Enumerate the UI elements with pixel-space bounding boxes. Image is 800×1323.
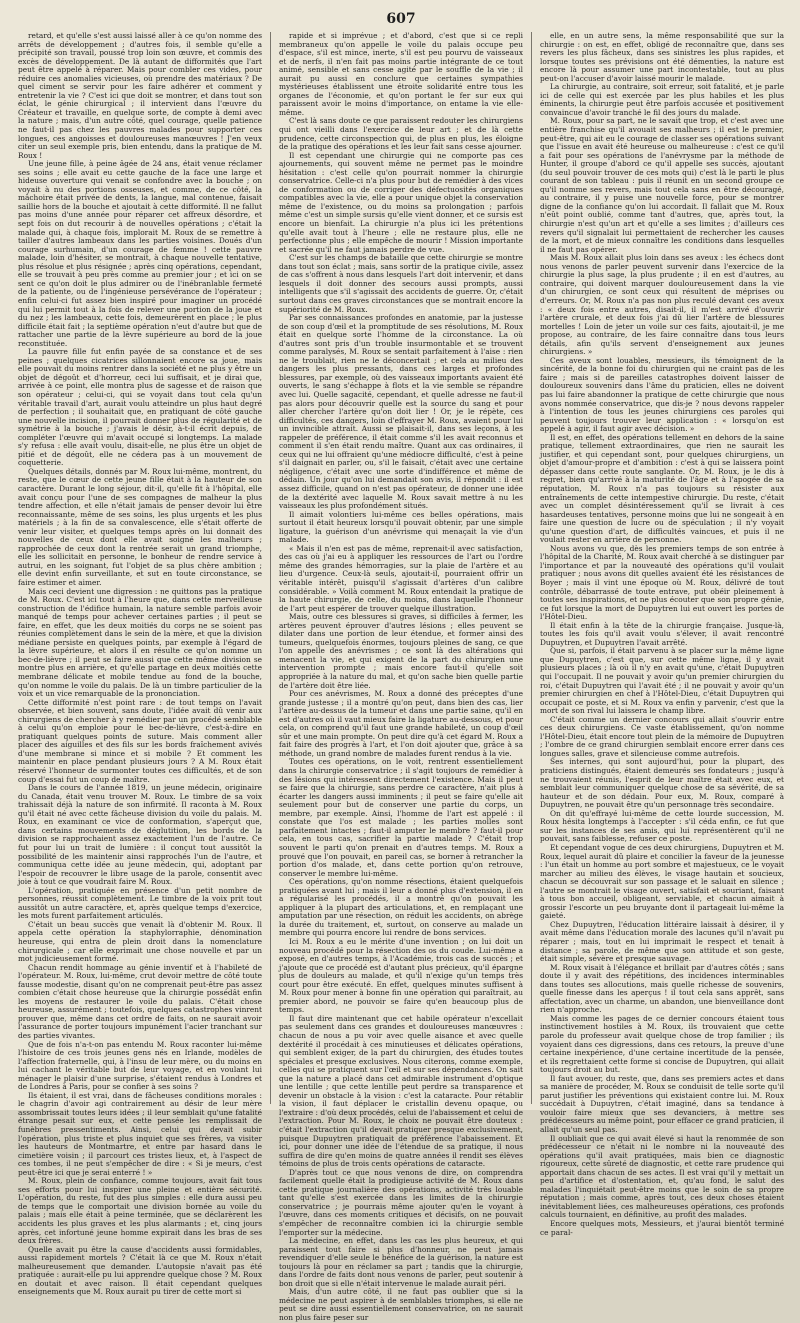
- paragraph: On dit qu'effrayé lui-même de cette lourde succession, M. Roux hésita longtemps à l'accepter : s'il céda enfin, ce fut que sur les instances de ses amis, qui lui représentèrent qu'il ne pouvait, sans faiblesse, refuser ce poste.: [540, 808, 784, 844]
- paragraph: Il est, en effet, des opérations tellement en dehors de la saine pratique, tellement extraordinaires, que rien ne saurait les justifier, et qui cependant sont, pour quelques chirurgiens, un objet d'amour-propre et d'ambition : c'est à qui se laissera point dépasser dans cette route sanglante. Or, M. Roux, je le dis à regret, bien qu'arrivé à la maturité de l'âge et à l'apogée de sa réputation, M. Roux n'a pas toujours su résister aux entraînements de cette intempestive chirurgie. Du reste, c'était avec un complet désintéressement qu'il se livrait à ces hasardeuses tentatives, personne moins que lui ne songeait à en faire une question de lucre ou de spéculation ; il n'y voyait qu'une question d'art, de difficultés vaincues, et puis il ne voulait rester en arrière de personne.: [540, 432, 784, 545]
- column-2: [279, 31, 523, 1323]
- paragraph: D'après tout ce que nous venons de dire, on comprendra facilement quelle était la prodigieuse activité de M. Roux dans cette pratique journalière des opérations, activité très louable tant qu'elle s'est exercée dans les limites de la chirurgie conservatrice ; je pourrais même ajouter qu'en le voyant à l'œuvre, dans ces moments critiques et décisifs, on ne pouvait s'empêcher de reconnaître combien ici la chirurgie semble l'emporter sur la médecine.: [279, 1167, 523, 1237]
- paragraph: elle, en un autre sens, la même responsabilité que sur la chirurgie : on est, en effet, obligé de reconnaître que, dans ses revers les plus fâcheux, dans ses sinistres les plus rapides, et lorsque toutes ses prévisions ont été démenties, la nature est encore là pour assumer une part incontestable, tout au plus peut-on l'accuser d'avoir laissé mourir le malade.: [540, 31, 784, 83]
- paragraph: Par ses connaissances profondes en anatomie, par la justesse de son coup d'œil et la promptitude de ses résolutions, M. Roux était en quelque sorte l'homme de la circonstance. La où d'autres sont pris d'un trouble insurmontable et se trouvent comme paralysés, M. Roux se sentait parfaitement à l'aise : rien ne le troublait, rien ne le déconcertait ; et cela au milieu des dangers les plus pressants, dans ces larges et profondes blessures, par exemple, où des vaisseaux importants avaient été ouverts, le sang s'échappe à flots et la vie semble se répandre avec lui. Quelle sagacité, cependant, et quelle adresse ne faut-il pas alors pour découvrir quelle est la source du sang et pour aller chercher l'artère qu'on doit lier ! Or, je le répète, ces difficultés, ces dangers, loin d'effrayer M. Roux, avaient pour lui un invincible attrait. Aussi se plaisait-il, dans ses leçons, à les rappeler de préférence, il était comme s'il les avait reconnus et comment il s'en était rendu maître. Quant aux cas ordinaires, il ceux qui ne lui offraient qu'une médiocre difficulté, c'est à peine s'il daignait en parler, ou, s'il le faisait, c'était avec une certaine négligence, c'était avec une sorte d'indifférence et même de dédain. Un jour qu'on lui demandait son avis, il répondit : il est assez difficile, quand on n'est pas opérateur, de donner une idée de la dextérité avec laquelle M. Roux savait mettre à nu les vaisseaux les plus profondément situés.: [279, 313, 523, 511]
- paragraph: C'était un beau succès que venait là d'obtenir M. Roux. Il appela cette opération la staphylorraphie, dénomination heureuse, qui entra de plein droit dans la nomenclature chirurgicale ; car elle exprimait une chose nouvelle et par un mot judicieusement formé.: [18, 919, 262, 964]
- paragraph: Mais, d'un autre côté, il ne faut pas oublier que si la médecine ne peut aspirer à de semblables triomphes, si elle ne peut se dire aussi essentiellement conservatrice, on ne saurait non plus faire peser sur: [279, 1287, 523, 1323]
- paragraph: M. Roux visait à l'élégance et brillait par d'autres côtés ; sans doute il y avait des répétitions, des incidences interminables dans toutes ses allocutions, mais quelle richesse de souvenirs, quelle finesse dans les aperçus ! il tout cela sans apprêt, sans affectation, avec un charme, un abandon, une bienveillance dont rien n'approche.: [540, 962, 784, 1015]
- paragraph: Quelle avait pu être la cause d'accidents aussi formidables, aussi rapidement mortels ? C'était là ce que M. Roux n'était malheureusement que demander. L'autopsie n'avait pas été pratiquée : aurait-elle pu lui apprendre quelque chose ? M. Roux en doutait et avec raison. Il était cependant quelques enseignements que M. Roux aurait pu tirer de cette mort si: [18, 1244, 262, 1297]
- paragraph: Chacun rendit hommage au génie inventif et à l'habileté de l'opérateur. M. Roux, lui-même, crut devoir mettre de côté toute fausse modestie, disant qu'on ne comprenait peut-être pas assez combien c'était chose heureuse que la chirurgie possédât enfin les moyens de restaurer le voile du palais. C'était chose heureuse, assurément ; toutefois, quelques catastrophes vinrent prouver que, même dans cet ordre de faits, on ne saurait avoir l'assurance de porter toujours impunément l'acier tranchant sur des parties vivantes.: [18, 962, 262, 1040]
- paragraph: Toutes ces opérations, on le voit, rentrent essentiellement dans la chirurgie conservatrice ; il s'agit toujours de remédier à des lésions qui intéressent directement l'existence. Mais il peut se faire que la chirurgie, sans perdre ce caractère, n'ait plus à écarter les dangers aussi imminents ; il peut se faire qu'elle ait seulement pour but de conserver une partie du corps, un membre, par exemple. Ainsi, l'homme de l'art est appelé : il constate que l'os est malade ; les parties molles sont parfaitement intactes ; faut-il amputer le membre ? faut-il pour cela, en tous cas, sacrifier la partie malade ? C'était trop souvent le parti qu'on prenait en d'autres temps. M. Roux a prouvé que l'on pouvait, en pareil cas, se borner à retrancher la portion d'os malade, et, dans cette portion qu'on retrouve, conserver le membre lui-même.: [279, 757, 523, 878]
- column-divider: [531, 32, 532, 1104]
- column-3: [540, 31, 784, 1237]
- paragraph: Ici M. Roux a eu le mérite d'une invention ; on lui doit un nouveau procédé pour la résection des os du coude. Lui-même a exposé, en d'autres temps, à l'Académie, trois cas de succès ; et j'ajoute que ce procédé est d'autant plus précieux, qu'il épargne plus de douleurs au malade, et qu'il n'exige qu'un temps très court pour être exécuté. En effet, quelques minutes suffisent à M. Roux pour mener à bonne fin une opération qui paraîtrait, au premier abord, ne pouvoir se faire qu'en beaucoup plus de temps.: [279, 936, 523, 1015]
- paragraph: Que de fois n'a-t-on pas entendu M. Roux raconter lui-même l'histoire de ces trois jeunes gens nés en Irlande, modèles de l'affection fraternelle, qui, à l'insu de leur mère, ou du moins en lui cachant le véritable but de leur voyage, et en voulant lui ménager le plaisir d'une surprise, s'étaient rendus à Londres et de Londres à Paris, pour se confier à ses soins ?: [18, 1039, 262, 1092]
- paragraph: rapide et si imprévue ; et d'abord, c'est que si ce repli membraneux qu'on appelle le voile du palais occupe peu d'espace, s'il est mince, inerte, s'il est peu pourvu de vaisseaux et de nerfs, il n'en fait pas moins partie intégrante de ce tout animé, sensible et sans cesse agité par le souffle de la vie ; il aurait pu aussi en conclure que certaines sympathies mystérieuses établissent une étroite solidarité entre tous les organes de l'économie, et qu'on portant le fer sur eux qui paraissent avoir le moins d'importance, on entame la vie elle-même.: [279, 31, 523, 117]
- paragraph: Que si, parfois, il était parvenu à se placer sur la même ligne que Dupuytren, c'est que, sur cette même ligne, il y avait plusieurs places ; là où il n'y en avait qu'une, c'était Dupuytren qui l'occupait. Il ne pouvait y avoir qu'un premier chirurgien du roi, c'était Dupuytren qui l'avait été ; il ne pouvait y avoir qu'un premier chirurgien en chef à l'Hôtel-Dieu, c'était Dupuytren qui occupait ce poste, et si M. Roux va enfin y parvenir, c'est que la mort de son rival lui laissera le champ libre.: [540, 646, 784, 716]
- paragraph: C'est là sans doute ce que paraissent redouter les chirurgiens qui ont vieilli dans l'exercice de leur art ; et de là cette prudence, cette circonspection qui, de plus en plus, les éloigne de la pratique des opérations et les leur fait sans cesse ajourner.: [279, 116, 523, 152]
- paragraph: M. Roux, pour sa part, ne le savait que trop, et c'est avec une entière franchise qu'il avouait ses malheurs ; il est le premier, peut-être, qui ait eu le courage de classer ses opérations suivant que l'issue en avait été heureuse ou malheureuse : c'est ce qu'il a fait pour ses opérations de l'anévrysme par la méthode de Hunter, il groupe d'abord ce qu'il appelle ses succès, ajoutant (du seul pouvoir trouver de ces mots qui) c'est là le parti le plus courant de son tableau : puis il réunit en un second groupe ce qu'il nomme ses revers, mais tout cela sans en être découragé, au contraire, il y puise une nouvelle force, pour se montrer digne de la confiance qu'on lui accordait. Il fallait que M. Roux n'eût point oublié, comme tant d'autres, que, après tout, la chirurgie n'est qu'un art et qu'elle a ses limites ; d'ailleurs ces revers qu'il signalait lui permettaient de rechercher les causes de la mort, et de mieux connaître les conditions dans lesquelles il ne faut pas opérer.: [540, 116, 784, 254]
- paragraph: Il faut avouer, du reste, que, dans ses premiers actes et dans sa manière de procéder, M. Roux se conduisit de telle sorte qu'il parut justifier les préventions qui existaient contre lui. M. Roux succédait à Dupuytren, c'était imaginé, dans sa tendance à vouloir faire mieux que ses devanciers, à mettre ses prédécesseurs au même point, pour effacer ce grand praticien, il allait qu'un seul pas.: [540, 1073, 784, 1134]
- paragraph: Mais M. Roux allait plus loin dans ses aveux : les échecs dont nous venons de parler peuvent survenir dans l'exercice de la chirurgie la plus sage, la plus prudente ; il en est d'autres, au contraire, qui doivent marquer douloureusement dans la vie d'un chirurgien, ce sont ceux qui résultent de méprises ou d'erreurs. Or, M. Roux n'a pas non plus reculé devant ces aveux : « deux fois entre autres, disait-il, il m'est arrivé d'ouvrir l'artère crurale, et deux fois j'ai dû lier l'artère de blessures mortelles ! Loin de jeter un voile sur ces faits, ajoutait-il, je me propose, au contraire, de les faire connaître dans tous leurs détails, afin qu'ils servent d'enseignement aux jeunes chirurgiens. »: [540, 253, 784, 357]
- paragraph: Mais, outre ces blessures si graves, si difficiles à fermer, les artères peuvent éprouver d'autres lésions ; elles peuvent se dilater dans une portion de leur étendue, et former ainsi des tumeurs, quelquefois énormes, toujours pleines de sang, ce que l'on appelle des anévrismes ; ce sont là des altérations qui menacent la vie, et qui exigent de la part du chirurgien une intervention prompte ; mais encore faut-il qu'elle soit appropriée à la nature du mal, et qu'on sache bien quelle partie de l'artère doit être liée.: [279, 612, 523, 690]
- paragraph: C'est sur les champs de bataille que cette chirurgie se montre dans tout son éclat ; mais, sans sortir de la pratique civile, assez de cas s'offrent à nous dans lesquels l'art doit intervenir, et dans lesquels il doit donner des secours aussi prompts, aussi intelligents que s'il s'agissait des accidents de guerre. Or, c'était surtout dans ces graves circonstances que se montrait encore la supériorité de M. Roux.: [279, 253, 523, 314]
- paragraph: Dans le cours de l'année 1819, un jeune médecin, originaire du Canada, était venu trouver M. Roux. Le timbre de sa voix trahissait déjà la nature de son infirmité. Il raconta à M. Roux qu'il était né avec cette fâcheuse division du voile du palais. M. Roux, en examinant ce vice de conformation, s'aperçut que, dans certains mouvements de déglutition, les bords de la division se rapprochaient assez exactement l'un de l'autre. Ce fut pour lui un trait de lumière : il conçut tout aussitôt la possibilité de les maintenir ainsi rapprochés l'un de l'autre, et communiqua cette idée au jeune médecin, qui, adoptant par l'espoir de recouvrer le libre usage de la parole, consentit avec joie à tout ce que voudrait faire M. Roux.: [18, 783, 262, 887]
- paragraph: Encore quelques mots, Messieurs, et j'aurai bientôt terminé ce paral-: [540, 1219, 784, 1237]
- paragraph: La chirurgie, au contraire, soit erreur, soit fatalité, et je parle ici de celle qui est exercée par les plus habiles et les plus éminents, la chirurgie peut être parfois accusée et positivement convaincue d'avoir tranché le fil des jours du malade.: [540, 82, 784, 117]
- paragraph: La pauvre fille fut enfin payée de sa constance et de ses peines ; quelques cicatrices sillonnaient encore sa joue, mais elle pouvait du moins rentrer dans la société et ne plus y être un objet de dégoût et d'horreur, ceci lui suffisait, et je dirai que, arrivée à ce point, elle montra plus de sagesse et de raison que son opérateur ; celui-ci, qui se voyait dans tout cela qu'un véritable travail d'art, aurait voulu atteindre un plus haut degré de perfection ; il souhaitait que, en pratiquant de côté gauche une nouvelle incision, il pourrait donner plus de régularité et de symétrie à la bouche ; j'avais le désir, à-t-il écrit depuis, de compléter l'œuvre qui m'avait occupé si longtemps. La malade s'y refusa : elle avait voulu, disait-elle, ne plus être un objet de pitié et de dégoût, elle ne cédera pas à un mouvement de coquetterie.: [18, 347, 262, 468]
- paragraph: Ces opérations, qu'on nomme résections, étaient quelquefois pratiquées avant lui ; mais il leur a donné plus d'extension, il en a régularisé les procédés, il a montré qu'on pouvait les appliquer à la plupart des articulations, et, en remplaçant une amputation par une résection, on réduit les accidents, on abrège la durée du traitement, et, surtout, on conserve au malade un membre qui pourra encore lui rendre de bons services.: [279, 877, 523, 938]
- paragraph: La médecine, en effet, dans les cas les plus heureux, et qui paraissent tout faire si plus d'honneur, ne peut jamais revendiquer d'elle seule le bénéfice de la guérison, la nature est toujours là pour en réclamer sa part ; tandis que la chirurgie, dans l'ordre de faits dont nous venons de parler, peut soutenir à bon droit que si elle n'était intervenue le malade aurait péri.: [279, 1236, 523, 1288]
- paragraph: Chez Dupuytren, l'éducation littéraire laissait à désirer, il y avait même dans l'éducation morale des lacunes qu'il n'avait pu réparer ; mais, tout en lui imprimait le respect et tenait à distance ; sa parole, de même que son attitude et son geste, était simple, sévère et presque sauvage.: [540, 919, 784, 964]
- paragraph: L'opération, pratiquée en présence d'un petit nombre de personnes, réussit complètement. Le timbre de la voix prit tout aussitôt un autre caractère, et, après quelque temps d'exercice, les mots furent parfaitement articulés.: [18, 885, 262, 921]
- paragraph: Ces aveux sont louables, messieurs, ils témoignent de la sincérité, de la bonne foi du chirurgien qui ne craint pas de les faire ; mais si de pareilles catastrophes doivent laisser de douloureux souvenirs dans l'âme du praticien, elles ne doivent pas lui faire abandonner la pratique de cette chirurgie que nous avons nommée conservatrice, que dis-je ? nous devons rappeler à l'intention de tous les jeunes chirurgiens ces paroles qui peuvent toujours trouver leur application : « lorsqu'on est appelé à agir, il faut agir avec décision. »: [540, 355, 784, 434]
- paragraph: Il est cependant une chirurgie qui ne comporte pas ces ajournements, qui souvent même ne permet pas le moindre hésitation : c'est celle qu'on pourrait nommer la chirurgie conservatrice. Celle-ci n'a plus pour but de remédier à des vices de conformation ou de corriger des défectuosités organiques compatibles avec la vie, elle a pour unique objet la conservation même de l'existence, ou du moins sa prolongation ; parfois même c'est un simple sursis qu'elle vient donner, et ce sursis est encore un bienfait. La chirurgie n'a plus ici les prétentions qu'elle avait tout à l'heure ; elle ne restaure plus, elle ne perfectionne plus ; elle empêche de mourir ! Mission importante et sacrée qu'il ne faut jamais perdre de vue.: [279, 150, 523, 254]
- paragraph: M. Roux, plein de confiance, comme toujours, avait fait tous ses efforts pour lui inspirer une pleine et entière sécurité. L'opération, du reste, fut des plus simples : elle dura aussi peu de temps que le comportait une division bornée au voile du palais ; mais elle était à peine terminée, que se déclarèrent les accidents les plus graves et les plus alarmants ; et, cinq jours après, cet infortuné jeune homme expirait dans les bras de ses deux frères.: [18, 1176, 262, 1246]
- paragraph: Il faut dire maintenant que cet habile opérateur n'excellait pas seulement dans ces grandes et douloureuses manœuvres : chacun de nous a pu voir avec quelle aisance et avec quelle dextérité il procédait à ces minutieuses et délicates opérations, qui semblent exiger, de la part du chirurgien, des études toutes spéciales et presque exclusives. Nous citerons, comme exemple, celles qui se pratiquent sur l'œil et sur ses dépendances. On sait que la nature a placé dans cet admirable instrument d'optique une lentille ; que cette lentille peut perdre sa transparence et devenir un obstacle à la vision : c'est la cataracte. Pour rétablir la vision, il faut déplacer le cristallin devenu opaque, ou l'extraire : d'où deux procédés, celui de l'abaissement et celui de l'extraction. Pour M. Roux, le choix ne pouvait être douteux : c'était l'extraction qu'il devait pratiquer presque exclusivement, puisque Dupuytren pratiquait de préférence l'abaissement. Et ici, pour donner une idée de l'étendue de sa pratique, il nous suffira de dire qu'en moins de quatre années il rendit ses élèves témoins de plus de trois cents opérations de cataracte.: [279, 1013, 523, 1169]
- paragraph: Ils étaient, il est vrai, dans de fâcheuses conditions morales : le chagrin d'avoir agi contrairement au désir de leur mère assombrissait toutes leurs idées ; il leur semblait qu'une fatalité étrange pesait sur eux, et cette pensée les remplissait de funèbres pressentiments. Ainsi, celui qui devait subir l'opération, plus triste et plus inquiet que ses frères, va visiter les hauteurs de Montmartre, et entre par hasard dans le cimetière voisin ; il parcourt ces tristes lieux, et, à l'aspect de ces tombes, il ne peut s'empêcher de dire : « Si je meurs, c'est peut-être ici que je serai enterré ! »: [18, 1090, 262, 1177]
- paragraph: C'était comme un dernier concours qui allait s'ouvrir entre ces deux chirurgiens. Ce vaste établissement, qu'on nomme l'Hôtel-Dieu, était encore tout plein de la mémoire de Dupuytren ; l'ombre de ce grand chirurgien semblait encore errer dans ces longues salles, grave et silencieuse comme autrefois.: [540, 714, 784, 758]
- paragraph: Une jeune fille, à peine âgée de 24 ans, était venue réclamer ses soins ; elle avait eu cette gauche de la face une large et hideuse ouverture qui venait se confondre avec la bouche ; on voyait à nu des portions osseuses, et comme, de ce côté, la mâchoire était privée de dents, la langue, mal contenue, faisait saillie hors de la bouche et ajoutait à cette difformité. Il ne fallut pas moins d'une année pour réparer cet affreux désordre, et sept fois on dut recourir à de nouvelles opérations ; c'était la malade qui, à chaque fois, implorait M. Roux de se remettre à tailler d'autres lambeaux dans les parties voisines. Doués d'un courage surhumain, d'un courage de femme ! cette pauvre malade, loin d'hésiter, se montrait, à chaque nouvelle tentative, plus résolue et plus résignée ; après cinq opérations, cependant, elle se trouvait à peu près comme au premier jour ; et ici on se sent ce qu'on doit le plus admirer ou de l'inébranlable fermeté de la patiente, ou de l'ingénieuse persévérance de l'opérateur ; enfin celui-ci fut assez bien inspiré pour imaginer un procédé qui lui permit tout à la fois de relever une portion de la joue et du nez ; les lambeaux, cette fois, demeurèrent en place ; le plus difficile était fait ; la septième opération n'eut d'autre but que de rattacher une partie de la lèvre supérieure au bord de la joue reconstituée.: [18, 159, 262, 348]
- column-1: [18, 31, 262, 1297]
- paragraph: Cette difformité n'est point rare : de tout temps on l'avait observée, et bien souvent, sans doute, l'idée avait dû venir aux chirurgiens de chercher à y remédier par un procédé semblable à celui qu'on emploie pour le bec-de-lièvre, c'est-à-dire en pratiquant quelques points de suture. Mais comment aller placer des aiguilles et des fils sur les bords fraîchement avivés d'une membrane si mince et si mobile ? Et comment les maintenir en place pendant plusieurs jours ? A M. Roux était réservé l'honneur de surmonter toutes ces difficultés, et de son coup d'essai fut un coup de maître.: [18, 697, 262, 784]
- column-divider: [270, 32, 271, 1104]
- paragraph: Ses internes, qui sont aujourd'hui, pour la plupart, des praticiens distingués, étaient demeurés ses fondateurs ; jusqu'à ne trouvaient réunis, l'esprit de leur maître était avec eux, et semblait leur communiquer quelque chose de sa sévérité, de sa hauteur et de son dédain. Pour eux, M. Roux, comparé à Dupuytren, ne pouvait être qu'un personnage très secondaire.: [540, 757, 784, 810]
- paragraph: Il oubliait que ce qui avait élevé si haut la renommée de son prédécesseur ce n'était ni le nombre ni la nouveauté des opérations qu'il avait pratiquées, mais bien ce diagnostic rigoureux, cette sûreté de diagnostic, et cette rare prudence qui apportait dans chacun de ses actes. Il est vrai qu'il y mettait un peu d'artifice et d'ostentation, et, qu'au fond, le salut des malades l'inquiétait peut-être moins que le soin de sa propre réputation ; mais comme, après tout, ces deux choses étaient inévitablement liées, ces malheureuses opérations, ces profonds calculs tournaient, en définitive, au profit des malades.: [540, 1133, 784, 1220]
- paragraph: Quelques détails, donnés par M. Roux lui-même, montrent, du reste, que le cœur de cette jeune fille était à la hauteur de son caractère. Durant le long séjour, dit-il, qu'elle fit à l'hôpital, elle avait conçu pour l'une de ses compagnes de malheur la plus tendre affection, et elle n'était jamais de penser devoir lui être reconnaissante, même de ses soins, les plus urgents et les plus matériels ; à la fin de sa convalescence, elle s'était offerte de venir leur visiter, et quelques temps après on lui donnait des nouvelles de ceux dont elle avait soigné les malheurs ; rapprochée de ceux dont la rentrée serait un grand triomphe, elle les sollicitait en personne, le bonheur de rendre service à autrui, en les soignant, fut l'objet de sa plus chère ambition ; elle devint enfin surveillante, et sut en toute circonstance, se faire estimer et aimer.: [18, 466, 262, 587]
- paragraph: Mais comme les pages de ce dernier concours étaient tous instinctivement hostiles à M. Roux, ils trouvaient que cette parole du professeur avait quelque chose de trop familier ; ils voyaient dans ces digressions, dans ces retours, la preuve d'une certaine inexpérience, d'une certaine incertitude de la pensée, et ils regrettaient cette forme si concise de Dupuytren, qui allait toujours droit au but.: [540, 1013, 784, 1075]
- paragraph: Pour ces anévrismes, M. Roux a donné des préceptes d'une grande justesse ; il a montré qu'on peut, dans bien des cas, lier l'artère au-dessus de la tumeur et dans une partie saine, qu'il en est d'autres où il vaut mieux faire la ligature au-dessous, et pour cela, on comprend qu'il faut une grande habileté, un coup d'œil sûr et une main prompte. On peut dire qu'à cet égard M. Roux a fait faire des progrès à l'art, et l'on doit ajouter que, grâce à sa méthode, un grand nombre de malades furent rendus à la vie.: [279, 689, 523, 758]
- paragraph: « Mais il n'en est pas de même, reprenait-il avec satisfaction, des cas où j'ai eu à appliquer les ressources de l'art ou l'ordre même des grandes hémorragies, sur la plaie de l'artère et au lieu d'urgence. Ceux-là seuls, ajoutait-il, pourraient offrir un véritable intérêt, puisqu'il s'agissait d'artères d'un calibre considérable. » Voilà comment M. Roux entendait la pratique de la haute chirurgie, de celle, du moins, dans laquelle l'honneur de l'art peut espérer de trouver quelque illustration.: [279, 543, 523, 613]
- paragraph: Il était enfin à la tête de la chirurgie française. Jusque-là, toutes les fois qu'il avait voulu s'élever, il avait rencontré Dupuytren, et Dupuytren l'avait arrêté.: [540, 620, 784, 647]
- text-columns: [18, 31, 784, 1323]
- paragraph: Nous avons vu que, dès les premiers temps de son entrée à l'hôpital de la Charité, M. Roux avait cherché à se distinguer par l'importance et par la nouveauté des opérations qu'il voulait pratiquer ; nous avons dit quelles avaient été les résistances de Boyer ; mais il vint une époque où M. Roux, délivré de tout contrôle, débarrassé de toute entrave, put obéir pleinement à toutes ses inspirations, et ne plus écouter que son propre génie, ce fut lorsque la mort de Dupuytren lui eut ouvert les portes de l'Hôtel-Dieu.: [540, 543, 784, 622]
- paragraph: Et cependant vogue de ces deux chirurgiens, Dupuytren et M. Roux, lequel aurait dû plaire et concilier la faveur de la jeunesse : l'un était un homme au port sombre et majestueux, ce le voyait marcher au milieu des élèves, le visage hautain et soucieux, chacun se découvrait sur son passage et le saluait en silence ; l'autre se montrait le visage ouvert, satisfait et souriant, faisant à tous bon accueil, obligeant, serviable, et chacun aimait à grossir l'escorte un peu bruyante dont il partageait lui-même la gaieté.: [540, 842, 784, 921]
- paragraph: Mais ceci devient une digression : ne quittons pas la pratique de M. Roux. C'est ici tout à l'heure que, dans cette merveilleuse construction de l'édifice humain, la nature semble parfois avoir manqué de temps pour achever certaines parties ; il peut se faire, en effet, que les deux moitiés du corps ne se soient pas réunies complètement dans le sein de la mère, et que la division médiane persiste en quelques points, par exemple à l'égard de la lèvre supérieure, et alors il en résulte ce qu'on nomme un bec-de-lièvre ; il peut se faire aussi que cette même division se montre plus en arrière, et qu'elle partage en deux moitiés cette membrane délicate et mobile tendue au fond de la bouche, qu'on nomme le voile du palais. De là un timbre particulier de la voix et un vice remarquable de la prononciation.: [18, 586, 262, 699]
- page-number: 607: [386, 11, 416, 27]
- paragraph: retard, et qu'elle s'est aussi laissé aller à ce qu'on nomme des arrêts de développement ; d'autres fois, il semble qu'elle a précipité son travail, poussé trop loin son œuvre, et commis des excès de développement. De là autant de difformités que l'art peut être appelé à réparer. Mais pour combler ces vides, pour réduire ces anomalies vicieuses, où prendre des matériaux ? De quel ciment se servir pour les faire adhérer et comment y entretenir la vie ? C'est ici que doit se montrer, et dans tout son éclat, le génie chirurgical ; il intervient dans l'œuvre du Créateur et travaille, en quelque sorte, de compte à demi avec la nature ; mais, d'un autre côté, quel courage, quelle patience ne faut-il pas chez les pauvres malades pour supporter ces longues, ces angoisses et douloureuses manœuvres ! J'en veux citer un seul exemple pris, bien entendu, dans la pratique de M. Roux !: [18, 31, 262, 160]
- paragraph: Il aimait volontiers lui-même ces belles opérations, mais surtout il était heureux lorsqu'il pouvait obtenir, par une simple ligature, la guérison d'un anévrisme qui menaçait la vie d'un malade.: [279, 509, 523, 545]
